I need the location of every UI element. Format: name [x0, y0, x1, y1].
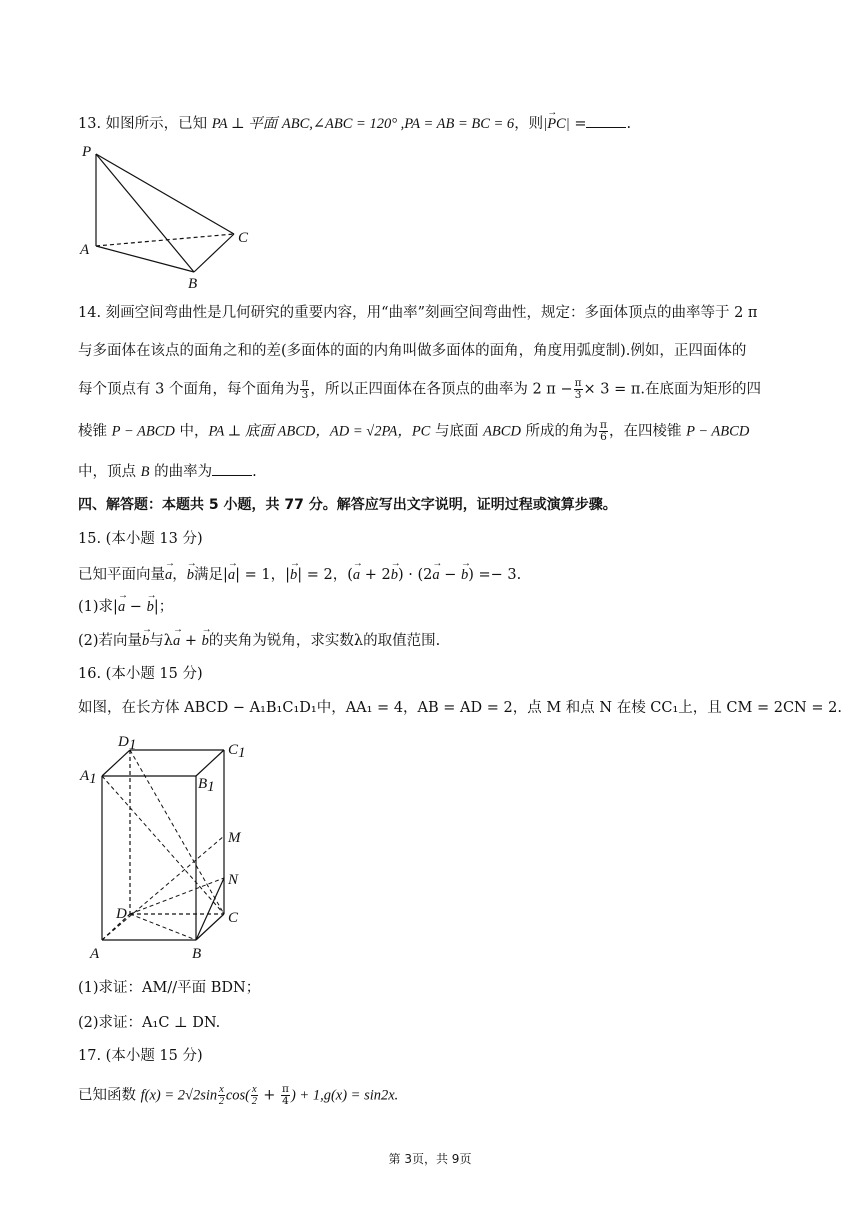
q17-stem: 已知函数 f(x) = 2√2sin $\frac{x}{2}$ cos( $\frac{x}{2}$ + $\frac{\pi}{4}$ ) + 1,g(x) = sin2x.: [78, 1083, 399, 1107]
answer-blank-13: [586, 113, 626, 128]
label-c: C: [228, 910, 239, 926]
section-heading: 四、解答题：本题共 5 小题，共 77 分。解答应写出文字说明，证明过程或演算步骤。: [78, 497, 617, 513]
q14-line3: 每个顶点有 3 个面角，每个面角为 $\frac{\pi}{3}$ ，所以正四面体在各顶点的曲率为 2 π − $\frac{\pi}{3}$ × 3 = π.在底面为矩形的四: [78, 377, 761, 401]
label-a: A: [80, 242, 90, 258]
label-b: B: [188, 276, 198, 290]
fraction-pi-over-3b: $\frac{\pi}{3}$: [574, 377, 582, 401]
fraction-pi-over-6: $\frac{\pi}{6}$: [600, 419, 607, 443]
q15-part1: (1)求|→ a − → b|；: [78, 597, 800, 617]
vector-pc: → PC: [547, 114, 566, 134]
q14-line2: 与多面体在该点的面角之和的差(多面体的面的内角叫做多面体的面角，角度用弧度制).例如，正四面体的: [78, 343, 747, 359]
q17-header: 17. (本小题 15 分): [78, 1048, 203, 1064]
q16-stem: 如图，在长方体 ABCD − A₁B₁C₁D₁中，AA₁ = 4，AB = AD = 2，点 M 和点 N 在棱 CC₁上，且 CM = 2CN = 2.: [78, 700, 842, 716]
q15-header: 15. (本小题 13 分): [78, 531, 203, 547]
fraction-pi-over-3: $\frac{\pi}{3}$: [301, 377, 309, 401]
label-d1: D1: [118, 734, 137, 753]
label-b1: B1: [198, 776, 215, 795]
label-m: M: [228, 830, 241, 846]
label-n: N: [228, 872, 239, 888]
figure-q16-cuboid: [76, 728, 266, 968]
label-d: D: [116, 906, 127, 922]
figure-q13-tetrahedron: [74, 140, 264, 290]
answer-blank-14: [212, 461, 252, 476]
q13-text: 13. 如图所示，已知 PA ⊥ 平面 ABC,∠ABC = 120° ,PA = AB = BC = 6，则|→ PC| = .: [78, 113, 800, 134]
q14-line4: 棱锥 P − ABCD 中，PA ⊥ 底面 ABCD，AD = √2PA，PC 与底面 ABCD 所成的角为 $\frac{\pi}{6}$ ，在四棱锥 P − ABCD: [78, 419, 750, 443]
q14-line5: 中，顶点 B 的曲率为 .: [78, 461, 800, 482]
label-a1: A1: [80, 768, 97, 787]
page-footer: 第 3页，共 9页: [388, 1152, 472, 1166]
q16-part2: (2)求证：A₁C ⊥ DN.: [78, 1015, 221, 1031]
label-c1: C1: [228, 742, 246, 761]
q16-part1: (1)求证：AM//平面 BDN；: [78, 980, 261, 996]
label-b: B: [192, 946, 202, 962]
q15-stem: 已知平面向量→ a，→ b满足|→ a| = 1，|→ b| = 2，(→ a + 2→ b) · (2→ a − → b) =− 3.: [78, 565, 800, 585]
label-c: C: [238, 230, 249, 246]
label-a: A: [90, 946, 100, 962]
q15-part2: (2)若向量→ b与λ→ a + → b的夹角为锐角，求实数λ的取值范围.: [78, 631, 800, 651]
q14-line1: 14. 刻画空间弯曲性是几何研究的重要内容，用“曲率”刻画空间弯曲性，规定：多面体顶点的曲率等于 2 π: [78, 305, 758, 321]
label-p: P: [82, 144, 92, 160]
q16-header: 16. (本小题 15 分): [78, 666, 203, 682]
